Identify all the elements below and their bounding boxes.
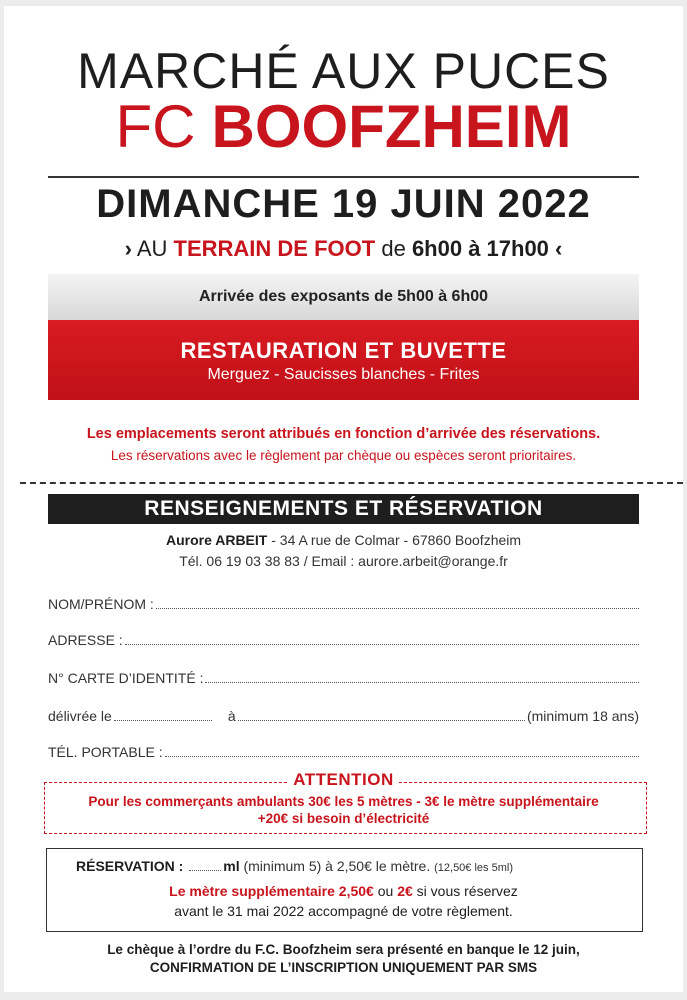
issued-place-input-line[interactable] — [238, 709, 525, 721]
club-title-name: BOOFZHEIM — [211, 93, 572, 160]
attention-title-wrap — [4, 770, 683, 790]
contact-name: Aurore ARBEIT — [165, 532, 268, 548]
reservation-label: RÉSERVATION : — [76, 858, 184, 874]
address-label: ADRESSE : — [48, 632, 123, 648]
contact-phone-email: Tél. 06 19 03 38 83 / Email : aurore.arbeit@orange.fr — [179, 553, 508, 569]
reservation-unit: ml — [223, 858, 240, 874]
flyer-page — [4, 6, 683, 992]
club-title-fc: FC — [115, 93, 196, 160]
attention-pricing: Pour les commerçants ambulants 30€ les 5 mètres - 3€ le mètre supplémentaire — [88, 794, 599, 809]
issued-at-label: à — [227, 708, 236, 724]
event-title: MARCHÉ AUX PUCES — [77, 43, 610, 99]
footer-cheque: Le chèque à l’ordre du F.C. Boofzheim sera présenté en banque le 12 juin, — [107, 942, 580, 957]
address-input-line[interactable] — [125, 633, 639, 645]
reservation-rate-small: (12,50€ les 5ml) — [434, 862, 513, 874]
address-field[interactable] — [48, 632, 639, 648]
reservation-extra-line — [4, 883, 683, 899]
contact-address — [4, 532, 683, 548]
reservation-deadline: avant le 31 mai 2022 accompagné de votre règlement. — [174, 903, 513, 919]
reservation-extra-end: si vous réservez — [412, 883, 518, 899]
notice-allocation: Les emplacements seront attribués en fonction d’arrivée des réservations. — [86, 426, 601, 442]
arrival-band: Arrivée des exposants de 5h00 à 6h00 — [48, 274, 639, 320]
name-input-line[interactable] — [156, 597, 639, 609]
food-title: RESTAURATION ET BUVETTE — [180, 338, 507, 363]
food-items: Merguez - Saucisses blanches - Frites — [207, 366, 480, 383]
reservation-extra-or: ou — [373, 883, 398, 899]
contact-street: - 34 A rue de Colmar - 67860 Boofzheim — [267, 532, 522, 548]
reservation-extra-red: Le mètre supplémentaire 2,50€ — [169, 883, 374, 899]
venue-de: de — [381, 236, 406, 261]
footer-sms: CONFIRMATION DE L’INSCRIPTION UNIQUEMENT PAR SMS — [149, 960, 538, 975]
title-divider — [48, 176, 639, 178]
id-card-input-line[interactable] — [205, 671, 639, 683]
issued-field[interactable] — [48, 708, 639, 724]
id-card-field[interactable] — [48, 670, 639, 686]
notice-priority: Les réservations avec le règlement par chèque ou espèces seront prioritaires. — [110, 448, 577, 463]
venue-prefix: AU — [136, 236, 168, 261]
reservation-rate: (minimum 5) à 2,50€ le mètre. — [239, 858, 435, 874]
venue-arrow-right-icon: ‹ — [555, 236, 563, 261]
name-field[interactable] — [48, 596, 639, 612]
issued-date-input-line[interactable] — [114, 709, 212, 721]
issued-label: délivrée le — [48, 708, 112, 724]
club-title — [4, 94, 683, 160]
attention-title: ATTENTION — [289, 770, 398, 789]
venue-line — [4, 236, 683, 262]
reservation-extra-red2: 2€ — [397, 883, 413, 899]
phone-label: TÉL. PORTABLE : — [48, 744, 163, 760]
min-age-note: (minimum 18 ans) — [526, 708, 639, 724]
reservation-meters-input-line[interactable] — [189, 861, 221, 871]
reservation-header: RENSEIGNEMENTS ET RÉSERVATION — [48, 494, 639, 524]
venue-arrow-left-icon: › — [124, 236, 132, 261]
event-date: DIMANCHE 19 JUIN 2022 — [96, 182, 591, 226]
id-card-label: N° CARTE D’IDENTITÉ : — [48, 670, 204, 686]
venue-place: TERRAIN DE FOOT — [173, 236, 376, 261]
venue-hours: 6h00 à 17h00 — [411, 236, 549, 261]
phone-input-line[interactable] — [165, 745, 639, 757]
name-label: NOM/PRÉNOM : — [48, 596, 154, 612]
reservation-line — [76, 858, 513, 874]
phone-field[interactable] — [48, 744, 639, 760]
food-band — [48, 320, 639, 400]
attention-electricity: +20€ si besoin d’électricité — [257, 811, 430, 826]
cut-line — [20, 482, 683, 484]
